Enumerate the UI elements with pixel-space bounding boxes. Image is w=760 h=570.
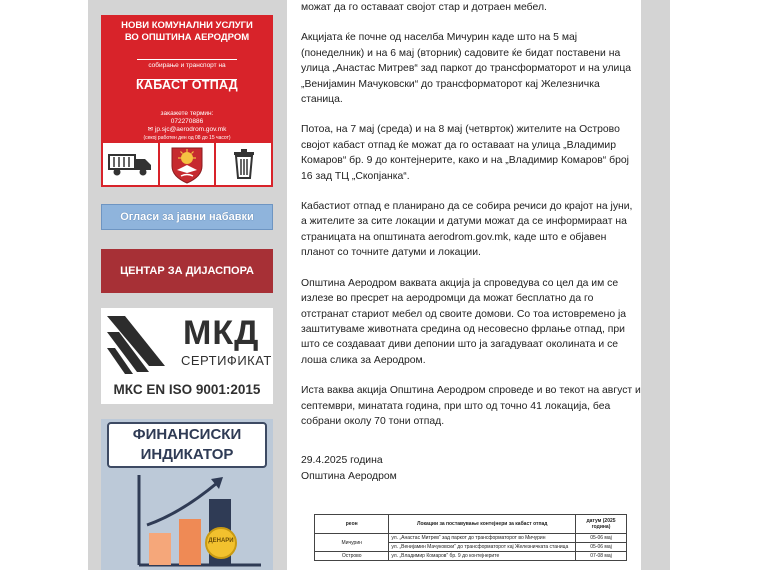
aerodrom-coat-of-arms bbox=[160, 143, 215, 185]
article-date: 29.4.2025 година bbox=[301, 455, 383, 467]
banner-divider bbox=[137, 59, 237, 60]
banner-subtitle: собирање и транспорт на bbox=[148, 62, 226, 69]
article-body bbox=[301, 0, 641, 499]
locations-table bbox=[314, 514, 627, 561]
certificate-standard: МКС EN ISO 9001:2015 bbox=[113, 382, 261, 397]
financial-indicator-line1: ФИНАНСИСКИ bbox=[132, 426, 242, 443]
banner-title-line1: НОВИ КОМУНАЛНИ УСЛУГИ bbox=[121, 20, 253, 31]
article-paragraph: Потоа, на 7 мај (среда) и на 8 мај (четврток) жителите на Острово својот кабаст отпад ќе можат да го оставаат на улица „Владимир Комаров“ бр. 9 до контејнерите, како и на „Владимир Комаров“ број 16 зад ТЦ „Скопјанка“. bbox=[301, 124, 629, 182]
diaspora-center-button[interactable] bbox=[101, 249, 273, 293]
table-header-date: датум (2025 година) bbox=[576, 515, 627, 534]
table-row bbox=[315, 552, 627, 561]
certificate-swoosh-icon bbox=[105, 312, 177, 378]
article-paragraph: Акцијата ќе почне од населба Мичурин каде што на 5 мај (понеделник) и на 6 мај (вторник) садовите ќе бидат поставени на улица „Анастас Митрев“ зад паркот до трансформаторот и на улица „Венијамин Мачуковски“ до трансформаторот кај Железничка станица. bbox=[301, 32, 632, 106]
table-row bbox=[315, 534, 627, 543]
table-header-region: реон bbox=[315, 515, 389, 534]
article-signature-block bbox=[301, 453, 641, 484]
article-paragraph: Општина Аеродром ваквата акција ја спроведува со цел да им се излезе во пресрет на аеродромци да можат бесплатно да го отстранат стариот мебел од своите домови. Со тоа истовремено ја заштитуваме животната средина од несовесно фрлање отпад, при што се создаваат диви депонии што ја загадуваат околината и се лоша слика за Аеродром. bbox=[301, 277, 627, 366]
public-procurement-button[interactable] bbox=[101, 204, 273, 230]
table-cell-date: 05-06 мај bbox=[576, 534, 627, 543]
trash-can-icon bbox=[216, 143, 271, 185]
table-cell-region: Мичурин bbox=[315, 534, 389, 552]
iso-certificate-banner[interactable] bbox=[101, 308, 273, 404]
table-header-locations: Локации за поставување контејнери за кабаст отпад bbox=[389, 515, 576, 534]
banner-phone: 072270886 bbox=[170, 118, 204, 125]
public-procurement-label: Огласи за јавни набавки bbox=[120, 211, 254, 223]
banner-email bbox=[101, 126, 273, 134]
financial-indicator-title bbox=[107, 422, 267, 468]
diaspora-center-label: ЦЕНТАР ЗА ДИЈАСПОРА bbox=[120, 265, 254, 277]
banner-contact bbox=[101, 110, 273, 142]
financial-indicator-banner[interactable] bbox=[101, 419, 273, 570]
banner-email-text: jp.sjc@aerodrom.gov.mk bbox=[154, 126, 227, 133]
table-cell-region: Острово bbox=[315, 552, 389, 561]
article-paragraph: можат да го оставаат својот стар и дотраен мебел. bbox=[301, 2, 547, 13]
article-paragraph: Кабастиот отпад е планирано да се собира речиси до крајот на јуни, а жителите за сите локации и датуми можат да се информираат на страницата на општината aerodrom.gov.mk, каде што е објавен планот со точните датуми и локации. bbox=[301, 201, 633, 259]
banner-icons bbox=[103, 143, 271, 185]
banner-headline: КАБАСТ ОТПАД bbox=[135, 78, 239, 92]
financial-indicator-line2: ИНДИКАТОР bbox=[140, 446, 234, 463]
table-cell-date: 07-08 мај bbox=[576, 552, 627, 561]
article-paragraph: Иста ваква акција Општина Аеродром спроведе и во текот на август и септември, минатата година, при што од точно 41 локација, беа собрани околу 70 тони отпад. bbox=[301, 385, 641, 427]
banner-call-label: закажете термин: bbox=[160, 110, 214, 117]
certificate-title: МКД bbox=[183, 314, 260, 352]
table-cell-location: ул. „Венијамин Мачуковски“ до трансформаторот кај Железничката станица bbox=[389, 543, 576, 552]
table-cell-location: ул. „Владимир Комаров“ бр. 9 до контејнерите bbox=[389, 552, 576, 561]
article-signature: Општина Аеродром bbox=[301, 470, 397, 482]
email-icon: ✉ bbox=[147, 126, 154, 133]
table-cell-location: ул. „Анастас Митрев“ зад паркот до трансформаторот во Мичурин bbox=[389, 534, 576, 543]
banner-hours: (секој работен ден од 08 до 15 часот) bbox=[143, 135, 231, 141]
table-header-row bbox=[315, 515, 627, 534]
bulky-waste-banner[interactable] bbox=[101, 15, 273, 187]
table-cell-date: 05-06 мај bbox=[576, 543, 627, 552]
banner-title bbox=[101, 20, 273, 44]
denari-coin-label: ДЕНАРИ bbox=[208, 538, 234, 544]
truck-icon bbox=[103, 143, 158, 185]
banner-title-line2: ВО ОПШТИНА АЕРОДРОМ bbox=[124, 32, 250, 43]
certificate-subtitle: СЕРТИФИКАТ bbox=[181, 353, 272, 368]
growth-chart-icon bbox=[101, 469, 273, 570]
